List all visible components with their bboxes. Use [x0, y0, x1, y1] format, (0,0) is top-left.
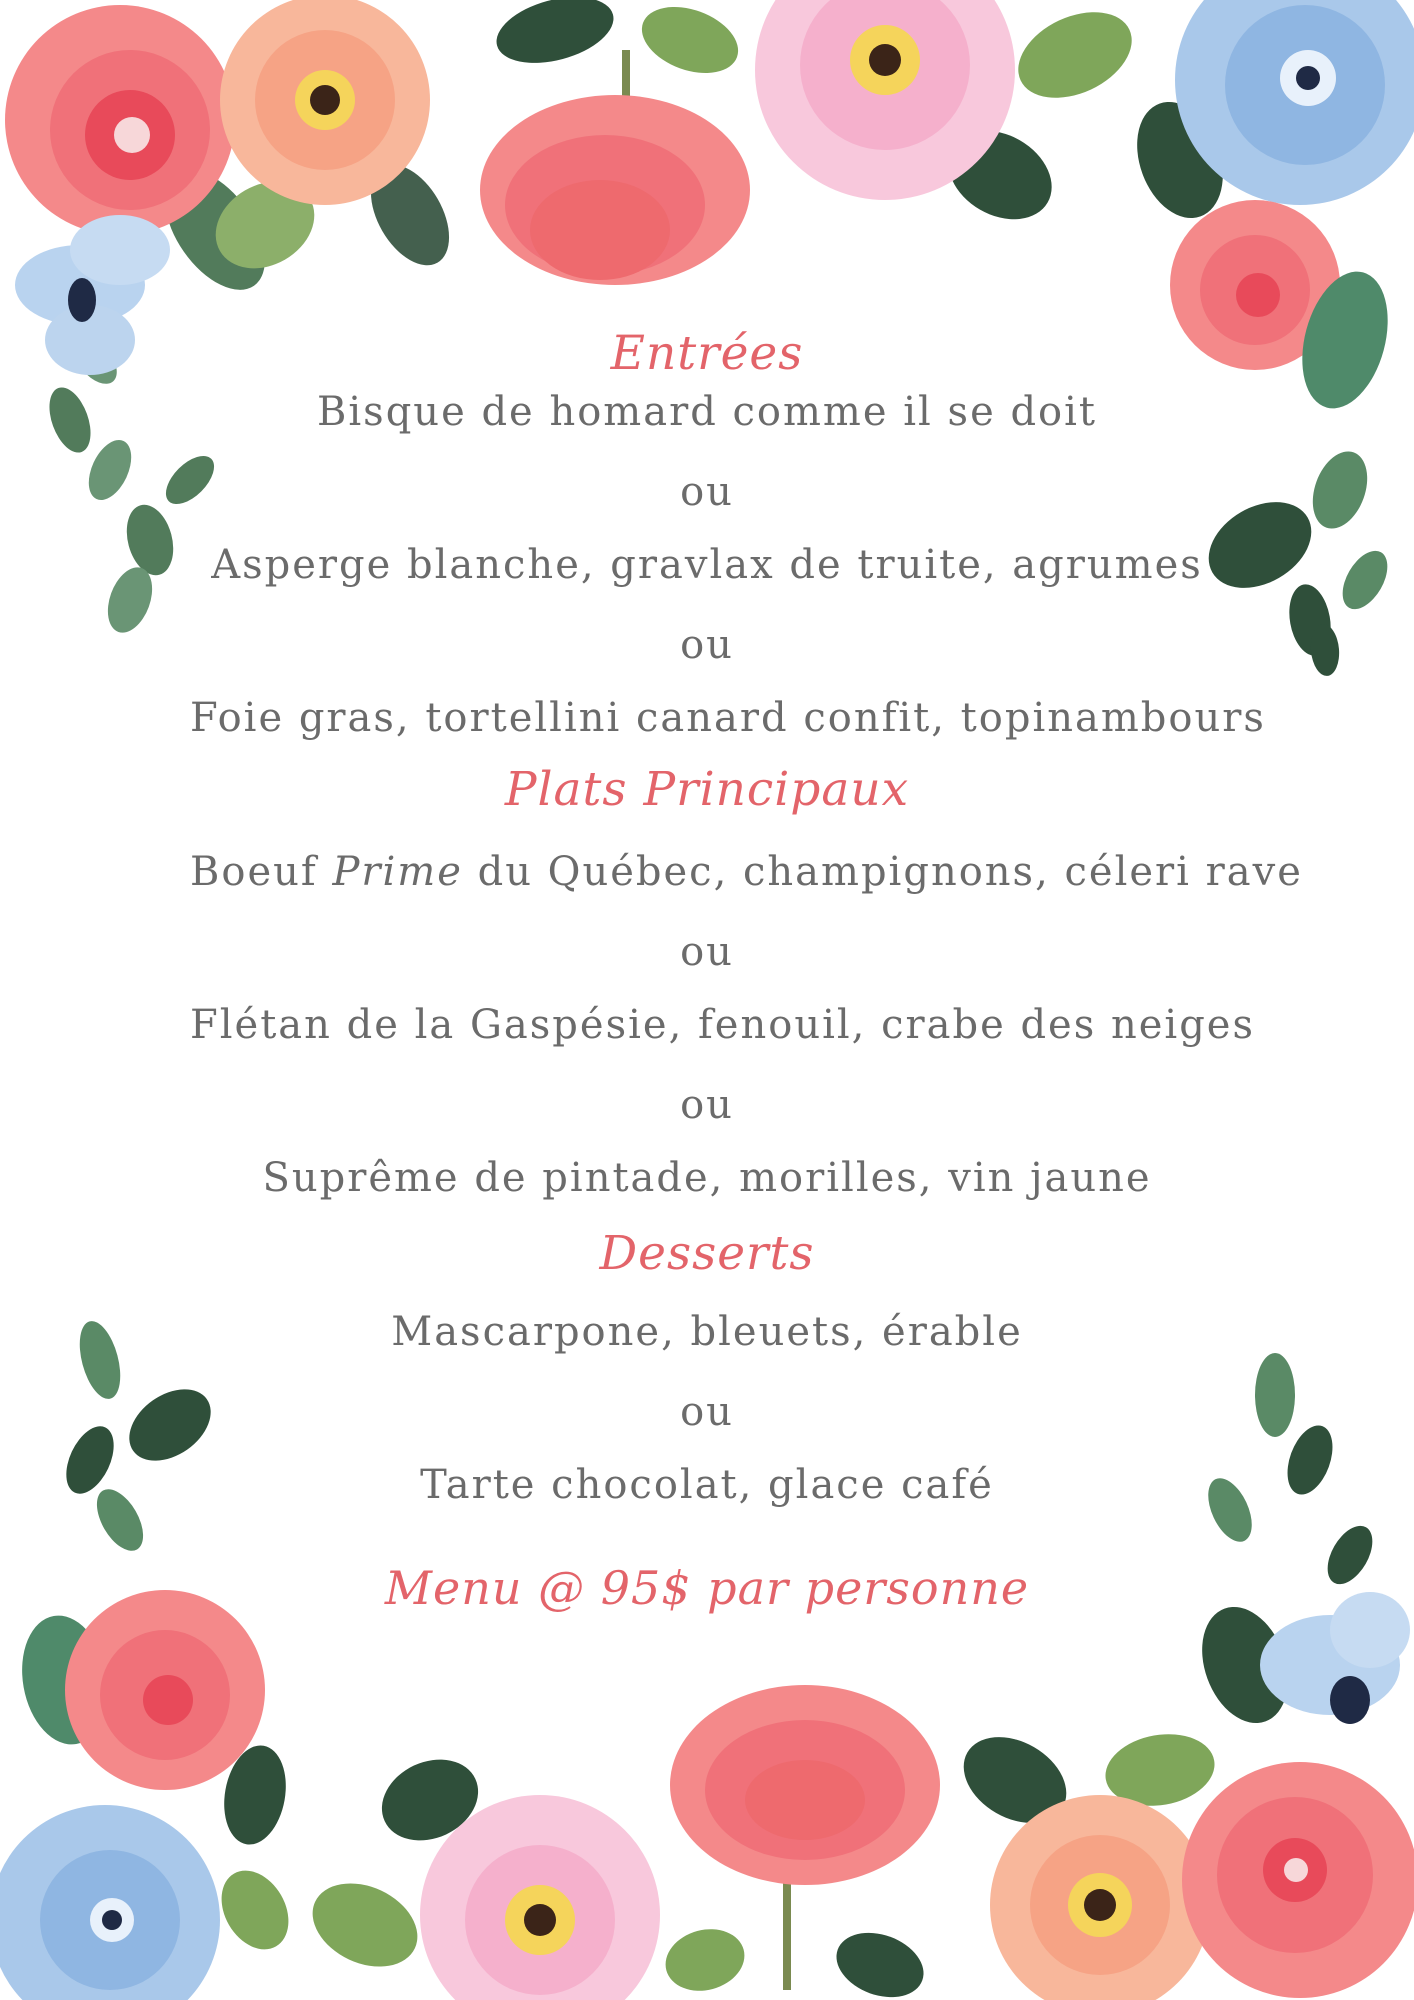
section-title-desserts: Desserts	[599, 1226, 815, 1281]
separator: ou	[680, 929, 734, 975]
menu-item: Bisque de homard comme il se doit	[316, 389, 1098, 435]
section-title-entrees: Entrées	[610, 326, 804, 381]
separator: ou	[680, 1082, 734, 1128]
menu-item	[190, 849, 1303, 895]
section-title-plats: Plats Principaux	[504, 762, 910, 817]
menu-item: Mascarpone, bleuets, érable	[391, 1309, 1023, 1355]
menu-item: Tarte chocolat, glace café	[420, 1462, 994, 1508]
price-line: Menu @ 95$ par personne	[384, 1561, 1030, 1615]
separator: ou	[680, 469, 734, 515]
menu-item: Foie gras, tortellini canard confit, topinambours	[190, 695, 1266, 741]
menu-item: Asperge blanche, gravlax de truite, agrumes	[211, 542, 1203, 588]
menu-item: Suprême de pintade, morilles, vin jaune	[262, 1155, 1152, 1201]
menu-item-prefix: Boeuf	[190, 849, 333, 895]
menu-item-emphasis: Prime	[332, 849, 463, 895]
separator: ou	[680, 1389, 734, 1435]
menu-item: Flétan de la Gaspésie, fenouil, crabe des neiges	[190, 1002, 1256, 1048]
menu-item-suffix: du Québec, champignons, céleri rave	[462, 849, 1303, 895]
separator: ou	[680, 622, 734, 668]
